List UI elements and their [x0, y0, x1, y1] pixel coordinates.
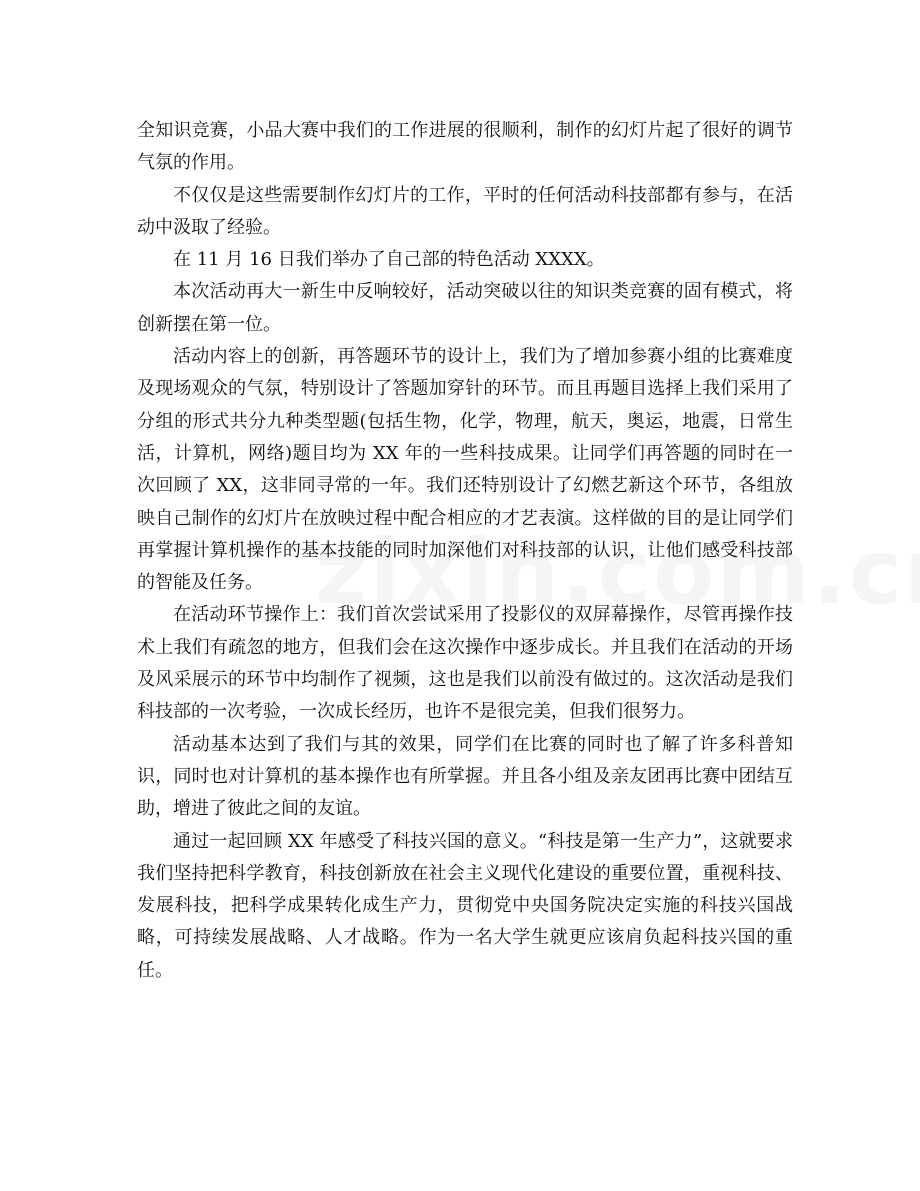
- paragraph: 不仅仅是这些需要制作幻灯片的工作，平时的任何活动科技部都有参与，在活动中汲取了经验。: [137, 184, 793, 238]
- document-body: [137, 115, 793, 987]
- paragraph: 在活动环节操作上：我们首次尝试采用了投影仪的双屏幕操作，尽管再操作技术上我们有疏忽的地方，但我们会在这次操作中逐步成长。并且我们在活动的开场及风采展示的环节中均制作了视频，这也是我们以前没有做过的。这次活动是我们科技部的一次考验，一次成长经历，也许不是很完美，但我们很努力。: [137, 604, 793, 723]
- paragraph: 活动基本达到了我们与其的效果，同学们在比赛的同时也了解了许多科普知识，同时也对计算机的基本操作也有所掌握。并且各小组及亲友团再比赛中团结互助，增进了彼此之间的友谊。: [137, 733, 793, 820]
- paragraph: 通过一起回顾 XX 年感受了科技兴国的意义。“科技是第一生产力”，这就要求我们坚持把科学教育，科技创新放在社会主义现代化建设的重要位置，重视科技、发展科技，把科学成果转化成生产力，贯彻党中央国务院决定实施的科技兴国战略，可持续发展战略、人才战略。作为一名大学生就更应该肩负起科技兴国的重任。: [137, 830, 793, 981]
- paragraph: 活动内容上的创新，再答题环节的设计上，我们为了增加参赛小组的比赛难度及现场观众的气氛，特别设计了答题加穿针的环节。而且再题目选择上我们采用了分组的形式共分九种类型题(包括生物，化学，物理，航天，奥运，地震，日常生活，计算机，网络)题目均为 XX 年的一些科技成果。让同学们再答题的同时在一次回顾了 XX，这非同寻常的一年。我们还特别设计了幻燃艺新这个环节，各组放映自己制作的幻灯片在放映过程中配合相应的才艺表演。这样做的目的是让同学们再掌握计算机操作的基本技能的同时加深他们对科技部的认识，让他们感受科技部的智能及任务。: [137, 346, 793, 594]
- paragraph-continued: 全知识竞赛，小品大赛中我们的工作进展的很顺利，制作的幻灯片起了很好的调节气氛的作用。: [137, 120, 793, 174]
- paragraph: 在 11 月 16 日我们举办了自己部的特色活动 XXXX。: [173, 249, 605, 271]
- paragraph: 本次活动再大一新生中反响较好，活动突破以往的知识类竞赛的固有模式，将创新摆在第一位。: [137, 281, 793, 335]
